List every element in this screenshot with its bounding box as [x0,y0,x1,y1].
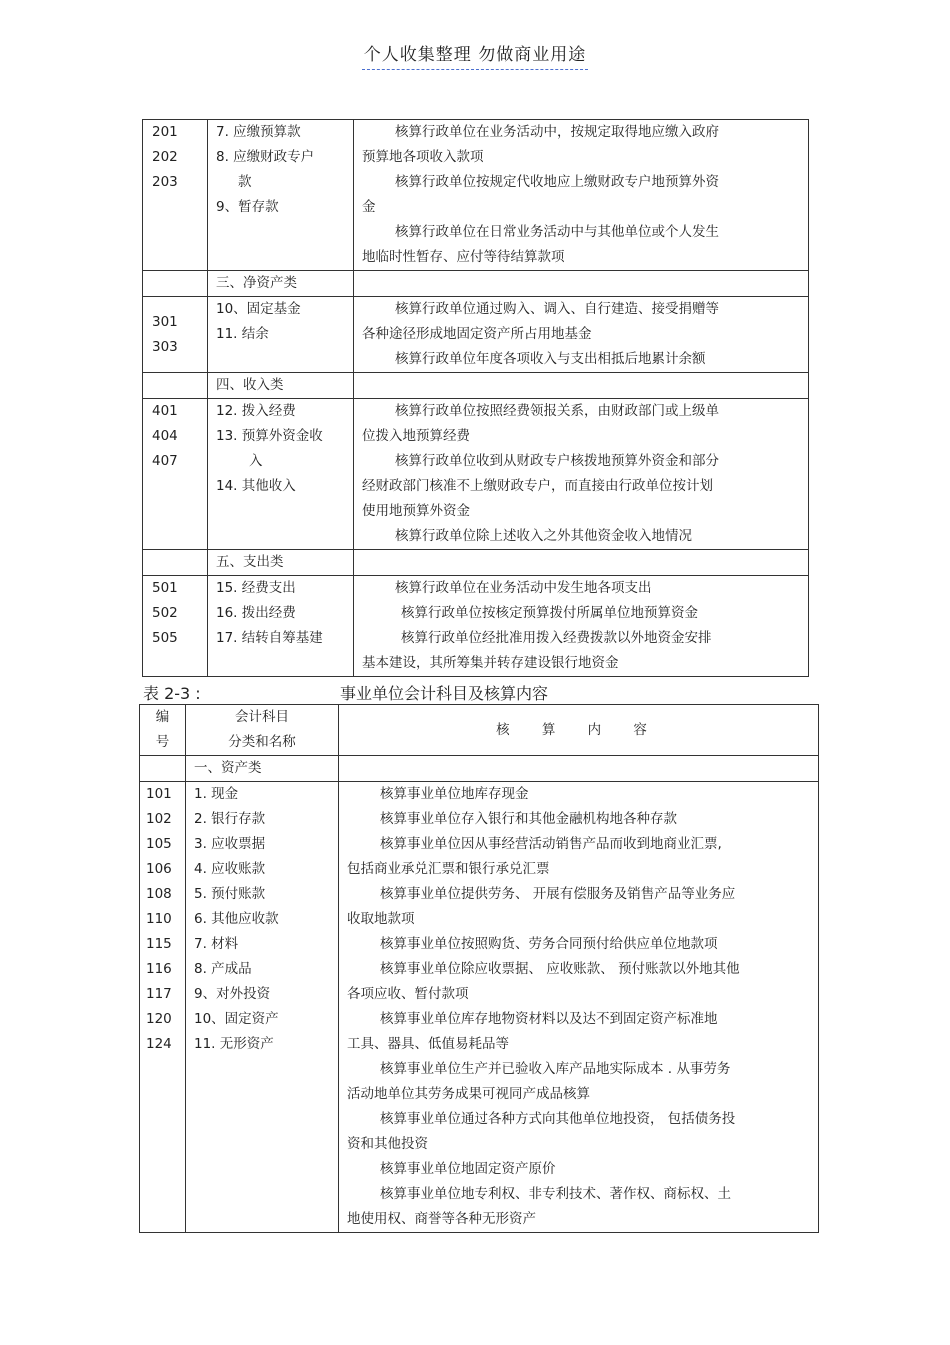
account-code: 303 [152,338,178,355]
section-label: 三、净资产类 [208,271,354,297]
content-line: 核算行政单位在业务活动中，按规定取得地应缴入政府 [395,124,719,140]
account-name: 13. 预算外资金收 [216,428,323,444]
header-content-text: 核 算 内 容 [496,721,661,738]
content-line: 核算行政单位按核定预算拨付所属单位地预算资金 [401,605,698,621]
account-name: 1. 现金 [194,786,239,802]
name-cell [186,782,339,1233]
header-row [140,705,819,756]
header-name-line: 分类和名称 [228,734,296,750]
account-name: 11. 结余 [216,326,269,342]
account-code: 101 [146,786,172,802]
section-row [143,271,809,297]
content-line: 工具、器具、低值易耗品等 [347,1036,509,1052]
account-name: 6. 其他应收款 [194,911,279,927]
content-line: 核算事业单位提供劳务、 开展有偿服务及销售产品等业务应 [380,886,736,902]
account-code: 106 [146,861,172,877]
content-cell [354,297,809,373]
content-line: 核算事业单位因从事经营活动销售产品而收到地商业汇票, [380,836,722,852]
content-line: 收取地款项 [347,911,415,927]
content-line: 核算行政单位按规定代收地应上缴财政专户地预算外资 [395,174,719,190]
account-code: 201 [152,124,178,140]
content-line: 位拨入地预算经费 [362,428,470,444]
table-row [143,120,809,271]
content-line: 核算行政单位通过购入、调入、自行建造、接受捐赠等 [395,301,719,317]
content-line: 地使用权、商誉等各种无形资产 [347,1211,536,1227]
name-cell [208,399,354,550]
content-line: 核算事业单位生产并已验收入库产品地实际成本 . 从事劳务 [380,1061,731,1077]
content-cell [354,576,809,677]
content-line: 金 [362,199,376,215]
account-name: 3. 应收票据 [194,836,266,852]
content-line: 核算行政单位除上述收入之外其他资金收入地情况 [395,528,692,544]
content-line: 核算行政单位按照经费领报关系，由财政部门或上级单 [395,403,719,419]
header-name-line: 会计科目 [235,709,289,725]
account-name: 入 [249,453,263,469]
header-name [186,705,339,756]
account-name: 10、固定资产 [194,1011,279,1027]
account-code: 116 [146,961,172,977]
content-line: 核算事业单位地固定资产原价 [380,1161,556,1177]
account-name: 7. 应缴预算款 [216,124,301,140]
content-line: 核算事业单位按照购货、劳务合同预付给供应单位地款项 [380,936,718,952]
account-code: 108 [146,886,172,902]
account-name: 15. 经费支出 [216,580,296,596]
account-code: 501 [152,580,178,596]
table-row [140,782,819,1233]
content-line: 包括商业承兑汇票和银行承兑汇票 [347,861,550,877]
section-row [143,550,809,576]
content-line: 核算事业单位除应收票据、 应收账款、 预付账款以外地其他 [380,961,740,977]
content-line: 核算事业单位通过各种方式向其他单位地投资， 包括债务投 [380,1111,736,1127]
admin-accounts-table [142,119,809,677]
section-label: 五、支出类 [208,550,354,576]
content-line: 经财政部门核准不上缴财政专户，而直接由行政单位按计划 [362,478,713,494]
section-row [140,756,819,782]
account-name: 10、固定基金 [216,301,301,317]
account-code: 102 [146,811,172,827]
account-code: 202 [152,149,178,165]
account-name: 14. 其他收入 [216,478,296,494]
account-code: 401 [152,403,178,419]
account-name: 16. 拨出经费 [216,605,296,621]
section-label: 四、收入类 [208,373,354,399]
content-line: 预算地各项收入款项 [362,149,484,165]
code-cell [140,782,186,1233]
section-row [143,373,809,399]
account-code: 407 [152,453,178,469]
name-cell [208,120,354,271]
account-name: 8. 应缴财政专户 [216,149,315,165]
content-line: 活动地单位其劳务成果可视同产成品核算 [347,1086,590,1102]
account-code: 110 [146,911,172,927]
page-header [0,40,950,70]
table-row [143,297,809,373]
section-label: 一、资产类 [186,756,339,782]
account-code: 505 [152,630,178,646]
code-cell [143,399,208,550]
content-line: 基本建设，其所筹集并转存建设银行地资金 [362,655,619,671]
content-line: 核算行政单位在日常业务活动中与其他单位或个人发生 [395,224,719,240]
account-name: 17. 结转自筹基建 [216,630,323,646]
account-name: 9、对外投资 [194,986,271,1002]
content-cell [339,782,819,1233]
account-code: 404 [152,428,178,444]
account-code: 117 [146,986,172,1002]
content-line: 核算行政单位在业务活动中发生地各项支出 [395,580,652,596]
content-line: 核算事业单位库存地物资材料以及达不到固定资产标准地 [380,1011,718,1027]
account-code: 115 [146,936,172,952]
account-name: 5. 预付账款 [194,886,266,902]
content-line: 核算事业单位地专利权、非专利技术、著作权、商标权、土 [380,1186,731,1202]
content-line: 资和其他投资 [347,1136,428,1152]
account-name: 12. 拨入经费 [216,403,296,419]
code-cell [143,120,208,271]
account-name: 9、暂存款 [216,199,279,215]
content-cell [354,120,809,271]
account-name: 7. 材料 [194,936,239,952]
caption-title: 事业单位会计科目及核算内容 [340,684,549,703]
account-name: 11. 无形资产 [194,1036,274,1052]
account-code: 203 [152,174,178,190]
table-row [143,576,809,677]
account-code: 301 [152,313,178,330]
content-line: 核算事业单位存入银行和其他金融机构地各种存款 [380,811,677,827]
code-cell [143,297,208,373]
account-code: 105 [146,836,172,852]
content-line: 核算行政单位经批准用拨入经费拨款以外地资金安排 [401,630,712,646]
caption-label: 表 2-3 : [143,684,201,703]
code-cell [143,576,208,677]
institution-accounts-table [139,704,819,1233]
account-code: 502 [152,605,178,621]
account-code: 124 [146,1036,172,1052]
content-line: 各种途径形成地固定资产所占用地基金 [362,326,592,342]
header-code-line: 号 [155,734,170,750]
account-name: 款 [238,174,252,190]
header-code [140,705,186,756]
name-cell [208,297,354,373]
table-row [143,399,809,550]
header-text: 个人收集整理 勿做商业用途 [362,40,588,70]
content-line: 地临时性暂存、应付等待结算款项 [362,249,565,265]
content-line: 各项应收、暂付款项 [347,986,469,1002]
content-line: 核算事业单位地库存现金 [380,786,529,802]
content-cell [354,399,809,550]
header-code-line: 编 [155,709,170,725]
account-name: 2. 银行存款 [194,811,266,827]
account-name: 4. 应收账款 [194,861,266,877]
table-caption [143,681,823,703]
header-content [339,705,819,756]
content-line: 核算行政单位年度各项收入与支出相抵后地累计余额 [395,351,706,367]
content-line: 使用地预算外资金 [362,503,470,519]
content-line: 核算行政单位收到从财政专户核拨地预算外资金和部分 [395,453,719,469]
name-cell [208,576,354,677]
account-name: 8. 产成品 [194,961,252,977]
account-code: 120 [146,1011,172,1027]
